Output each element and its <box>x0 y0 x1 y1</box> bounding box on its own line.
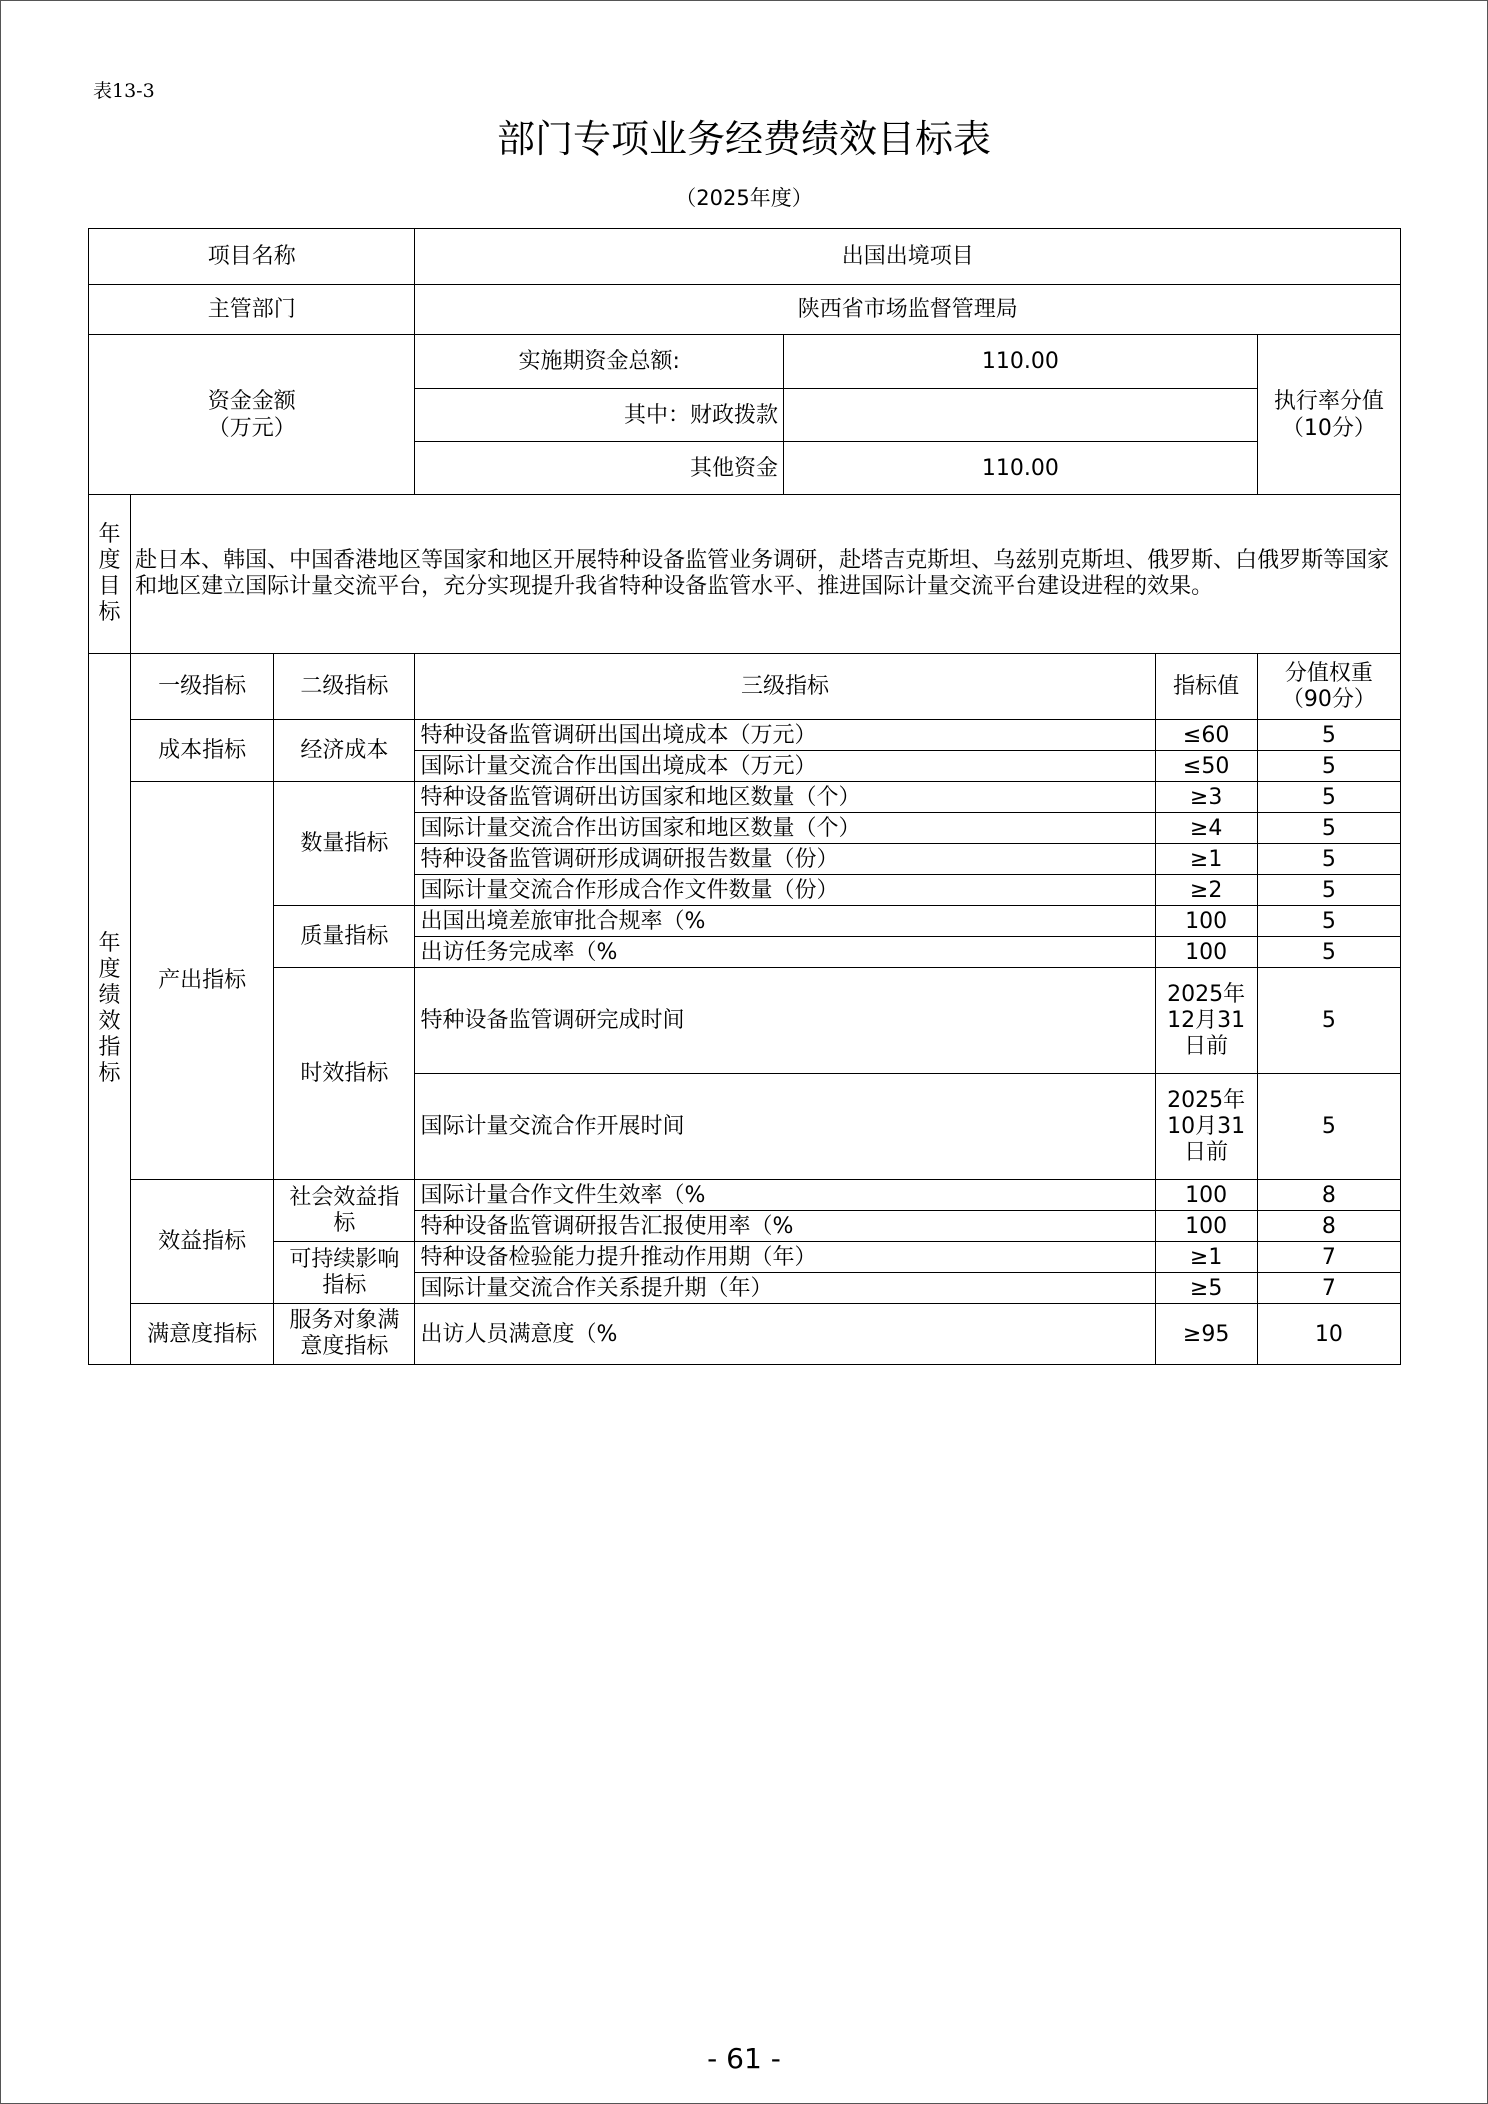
table-row <box>89 1304 1401 1365</box>
indicator-value: 100 <box>1155 906 1257 937</box>
indicator-value: 100 <box>1155 1211 1257 1242</box>
header-value: 指标值 <box>1155 654 1257 720</box>
project-name-row <box>89 229 1401 285</box>
project-name-value: 出国出境项目 <box>415 229 1401 285</box>
indicator-value: ≥1 <box>1155 844 1257 875</box>
indicator-name: 特种设备检验能力提升推动作用期（年） <box>415 1242 1155 1273</box>
indicator-value: 2025年 10月31 日前 <box>1155 1074 1257 1180</box>
indicator-weight: 7 <box>1257 1273 1400 1304</box>
header-weight: 分值权重 （90分） <box>1257 654 1400 720</box>
execution-rate-label: 执行率分值 （10分） <box>1257 335 1400 495</box>
indicator-name: 国际计量交流合作出国出境成本（万元） <box>415 751 1155 782</box>
department-value: 陕西省市场监督管理局 <box>415 285 1401 335</box>
annual-goal-text: 赴日本、韩国、中国香港地区等国家和地区开展特种设备监管业务调研，赴塔吉克斯坦、乌兹别克斯坦、俄罗斯、白俄罗斯等国家和地区建立国际计量交流平台，充分实现提升我省特种设备监管水平、推进国际计量交流平台建设进程的效果。 <box>131 495 1401 654</box>
indicator-value: ≥1 <box>1155 1242 1257 1273</box>
indicator-weight: 5 <box>1257 751 1400 782</box>
indicator-weight: 5 <box>1257 782 1400 813</box>
header-level3: 三级指标 <box>415 654 1155 720</box>
table-row <box>89 968 1401 1074</box>
funds-total-label: 实施期资金总额: <box>415 335 784 389</box>
indicator-value: ≥95 <box>1155 1304 1257 1365</box>
funds-other-value: 110.00 <box>784 442 1258 495</box>
table-row <box>89 720 1401 751</box>
indicator-weight: 5 <box>1257 968 1400 1074</box>
table-row <box>89 1242 1401 1273</box>
funds-fiscal-value <box>784 389 1258 442</box>
indicator-name: 出访任务完成率（% <box>415 937 1155 968</box>
table-row <box>89 906 1401 937</box>
annual-goal-label: 年 度 目 标 <box>89 495 131 654</box>
indicator-name: 国际计量交流合作出访国家和地区数量（个） <box>415 813 1155 844</box>
fiscal-year: （2025年度） <box>675 186 813 210</box>
indicator-name: 国际计量交流合作形成合作文件数量（份） <box>415 875 1155 906</box>
indicator-name: 国际计量交流合作开展时间 <box>415 1074 1155 1180</box>
indicator-header-row <box>89 654 1401 720</box>
indicator-value: ≥3 <box>1155 782 1257 813</box>
indicator-name: 出国出境差旅审批合规率（% <box>415 906 1155 937</box>
indicator-value: ≥5 <box>1155 1273 1257 1304</box>
indicator-weight: 5 <box>1257 813 1400 844</box>
annual-goal-row <box>89 495 1401 654</box>
header-level1: 一级指标 <box>131 654 274 720</box>
group-output-quality: 质量指标 <box>274 906 415 968</box>
indicator-weight: 8 <box>1257 1211 1400 1242</box>
group-benefit-social: 社会效益指 标 <box>274 1180 415 1242</box>
indicator-name: 特种设备监管调研完成时间 <box>415 968 1155 1074</box>
indicator-value: 100 <box>1155 1180 1257 1211</box>
annual-performance-label: 年 度 绩 效 指 标 <box>89 654 131 1365</box>
project-name-label: 项目名称 <box>89 229 415 285</box>
indicator-weight: 8 <box>1257 1180 1400 1211</box>
indicator-weight: 10 <box>1257 1304 1400 1365</box>
header-level2: 二级指标 <box>274 654 415 720</box>
indicator-value: ≤50 <box>1155 751 1257 782</box>
indicator-weight: 5 <box>1257 906 1400 937</box>
indicator-weight: 5 <box>1257 1074 1400 1180</box>
performance-target-table <box>88 228 1401 1365</box>
indicator-name: 国际计量合作文件生效率（% <box>415 1180 1155 1211</box>
funds-label: 资金金额 （万元） <box>89 335 415 495</box>
page-title: 部门专项业务经费绩效目标表 <box>496 117 991 161</box>
indicator-name: 特种设备监管调研形成调研报告数量（份） <box>415 844 1155 875</box>
indicator-weight: 5 <box>1257 720 1400 751</box>
group-output-timeliness: 时效指标 <box>274 968 415 1180</box>
indicator-value: ≥4 <box>1155 813 1257 844</box>
indicator-name: 国际计量交流合作关系提升期（年） <box>415 1273 1155 1304</box>
group-output: 产出指标 <box>131 782 274 1180</box>
page-number: - 61 - <box>707 2042 781 2075</box>
table-row <box>89 1180 1401 1211</box>
indicator-name: 出访人员满意度（% <box>415 1304 1155 1365</box>
group-benefit-sustain: 可持续影响 指标 <box>274 1242 415 1304</box>
group-output-quantity: 数量指标 <box>274 782 415 906</box>
table-number: 表13-3 <box>93 80 155 102</box>
department-label: 主管部门 <box>89 285 415 335</box>
indicator-name: 特种设备监管调研出访国家和地区数量（个） <box>415 782 1155 813</box>
group-satisfaction: 满意度指标 <box>131 1304 274 1365</box>
group-cost-economic: 经济成本 <box>274 720 415 782</box>
funds-total-row <box>89 335 1401 389</box>
group-cost: 成本指标 <box>131 720 274 782</box>
group-benefit: 效益指标 <box>131 1180 274 1304</box>
indicator-weight: 5 <box>1257 844 1400 875</box>
indicator-weight: 7 <box>1257 1242 1400 1273</box>
indicator-value: 2025年 12月31 日前 <box>1155 968 1257 1074</box>
indicator-weight: 5 <box>1257 875 1400 906</box>
table-row <box>89 782 1401 813</box>
funds-other-label: 其他资金 <box>415 442 784 495</box>
group-satisfaction-service: 服务对象满 意度指标 <box>274 1304 415 1365</box>
indicator-name: 特种设备监管调研出国出境成本（万元） <box>415 720 1155 751</box>
indicator-value: ≥2 <box>1155 875 1257 906</box>
funds-total-value: 110.00 <box>784 335 1258 389</box>
funds-fiscal-label: 其中：财政拨款 <box>415 389 784 442</box>
indicator-value: ≤60 <box>1155 720 1257 751</box>
indicator-value: 100 <box>1155 937 1257 968</box>
department-row <box>89 285 1401 335</box>
indicator-name: 特种设备监管调研报告汇报使用率（% <box>415 1211 1155 1242</box>
indicator-weight: 5 <box>1257 937 1400 968</box>
